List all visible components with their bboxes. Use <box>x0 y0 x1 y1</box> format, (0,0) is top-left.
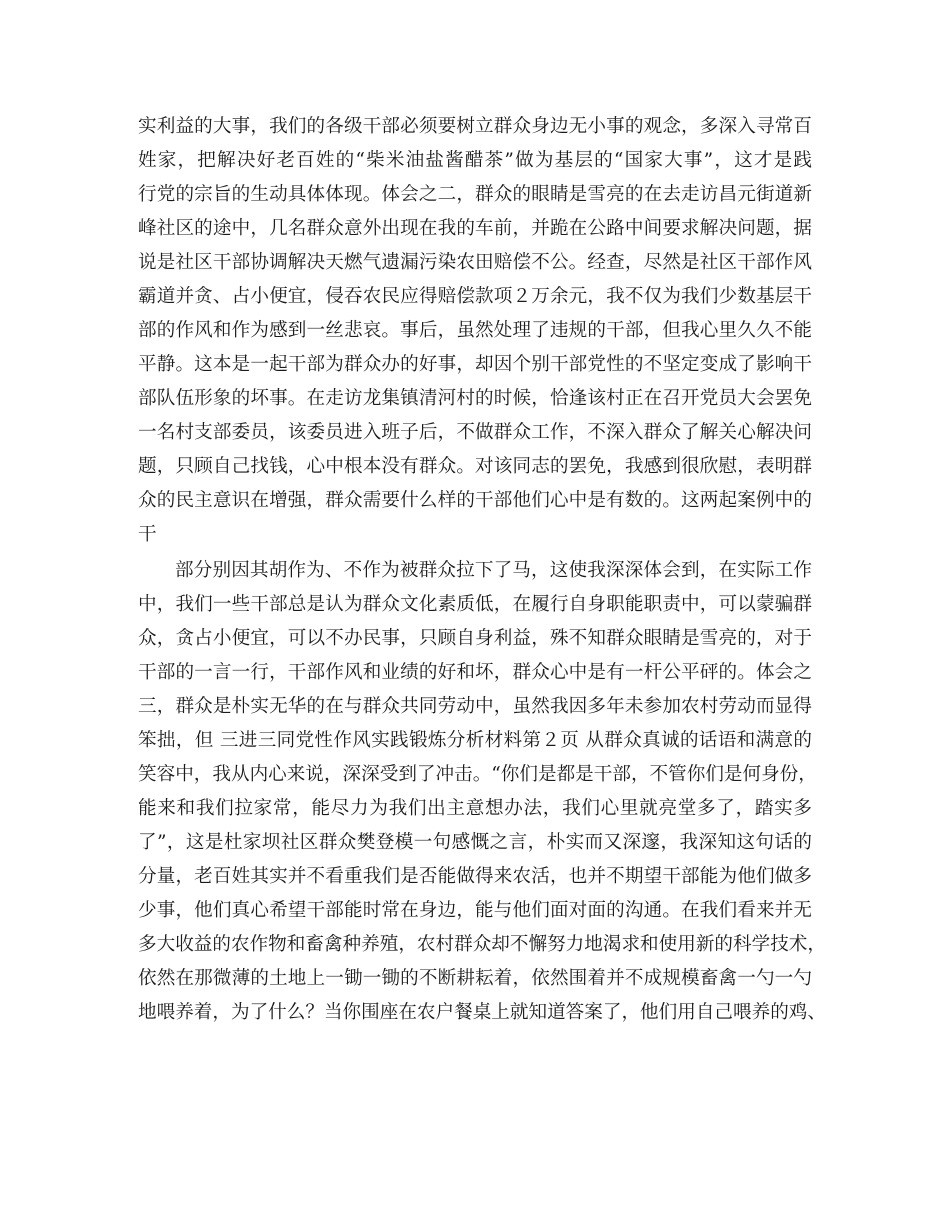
text-line: 部队伍形象的坏事。在走访龙集镇清河村的时候，恰逢该村正在召开党员大会罢免 <box>138 388 812 409</box>
text-line: 一名村支部委员，该委员进入班子后，不做群众工作，不深入群众了解关心解决问 <box>138 422 812 443</box>
text-line: 地喂养着，为了什么？当你围座在农户餐桌上就知道答案了，他们用自己喂养的鸡、 <box>138 1002 826 1023</box>
text-line: 姓家，把解决好老百姓的“柴米油盐酱醋茶”做为基层的“国家大事”，这才是践 <box>138 150 812 171</box>
text-line: 多大收益的农作物和畜禽种养殖，农村群众却不懈努力地渴求和使用新的科学技术， <box>138 934 826 955</box>
text-line: 部分别因其胡作为、不作为被群众拉下了马，这使我深深体会到，在实际工作 <box>175 560 812 581</box>
text-line: 能来和我们拉家常，能尽力为我们出主意想办法，我们心里就亮堂多了，踏实多 <box>138 798 812 819</box>
text-line: 霸道并贪、占小便宜，侵吞农民应得赔偿款项２万余元，我不仅为我们少数基层干 <box>138 286 812 307</box>
text-line: 依然在那微薄的土地上一锄一锄的不断耕耘着，依然围着并不成规模畜禽一勺一勺 <box>138 968 812 989</box>
text-line: 干部的一言一行，干部作风和业绩的好和坏，群众心中是有一杆公平砰的。体会之 <box>138 662 812 683</box>
text-line: 三，群众是朴实无华的在与群众共同劳动中，虽然我因多年未参加农村劳动而显得 <box>138 696 812 717</box>
text-line: 题，只顾自己找钱，心中根本没有群众。对该同志的罢免，我感到很欣慰，表明群 <box>138 456 812 477</box>
text-line: 实利益的大事，我们的各级干部必须要树立群众身边无小事的观念，多深入寻常百 <box>138 116 812 137</box>
text-line: 笑容中，我从内心来说，深深受到了冲击。“你们是都是干部，不管你们是何身份， <box>138 764 817 785</box>
text-line: 众，贪占小便宜，可以不办民事，只顾自身利益，殊不知群众眼睛是雪亮的，对于 <box>138 628 812 649</box>
text-line: 部的作风和作为感到一丝悲哀。事后，虽然处理了违规的干部，但我心里久久不能 <box>138 320 812 341</box>
text-line: 众的民主意识在增强，群众需要什么样的干部他们心中是有数的。这两起案例中的 <box>138 490 812 511</box>
text-line: 笨拙，但 三进三同党性作风实践锻炼分析材料第２页 从群众真诚的话语和满意的 <box>138 730 812 751</box>
text-line: 平静。这本是一起干部为群众办的好事，却因个别干部党性的不坚定变成了影响干 <box>138 354 812 375</box>
text-line: 了”，这是杜家坝社区群众樊登模一句感慨之言，朴实而又深邃，我深知这句话的 <box>138 832 812 853</box>
text-line: 中，我们一些干部总是认为群众文化素质低，在履行自身职能职责中，可以蒙骗群 <box>138 594 812 615</box>
text-line: 分量，老百姓其实并不看重我们是否能做得来农活，也并不期望干部能为他们做多 <box>138 866 812 887</box>
text-line: 峰社区的途中，几名群众意外出现在我的车前，并跪在公路中间要求解决问题，据 <box>138 218 812 239</box>
text-line: 行党的宗旨的生动具体体现。体会之二，群众的眼睛是雪亮的在去走访昌元街道新 <box>138 184 812 205</box>
text-line: 说是社区干部协调解决天燃气遗漏污染农田赔偿不公。经查，尽然是社区干部作风 <box>138 252 812 273</box>
text-line: 干 <box>138 524 157 545</box>
text-line: 少事，他们真心希望干部能时常在身边，能与他们面对面的沟通。在我们看来并无 <box>138 900 812 921</box>
